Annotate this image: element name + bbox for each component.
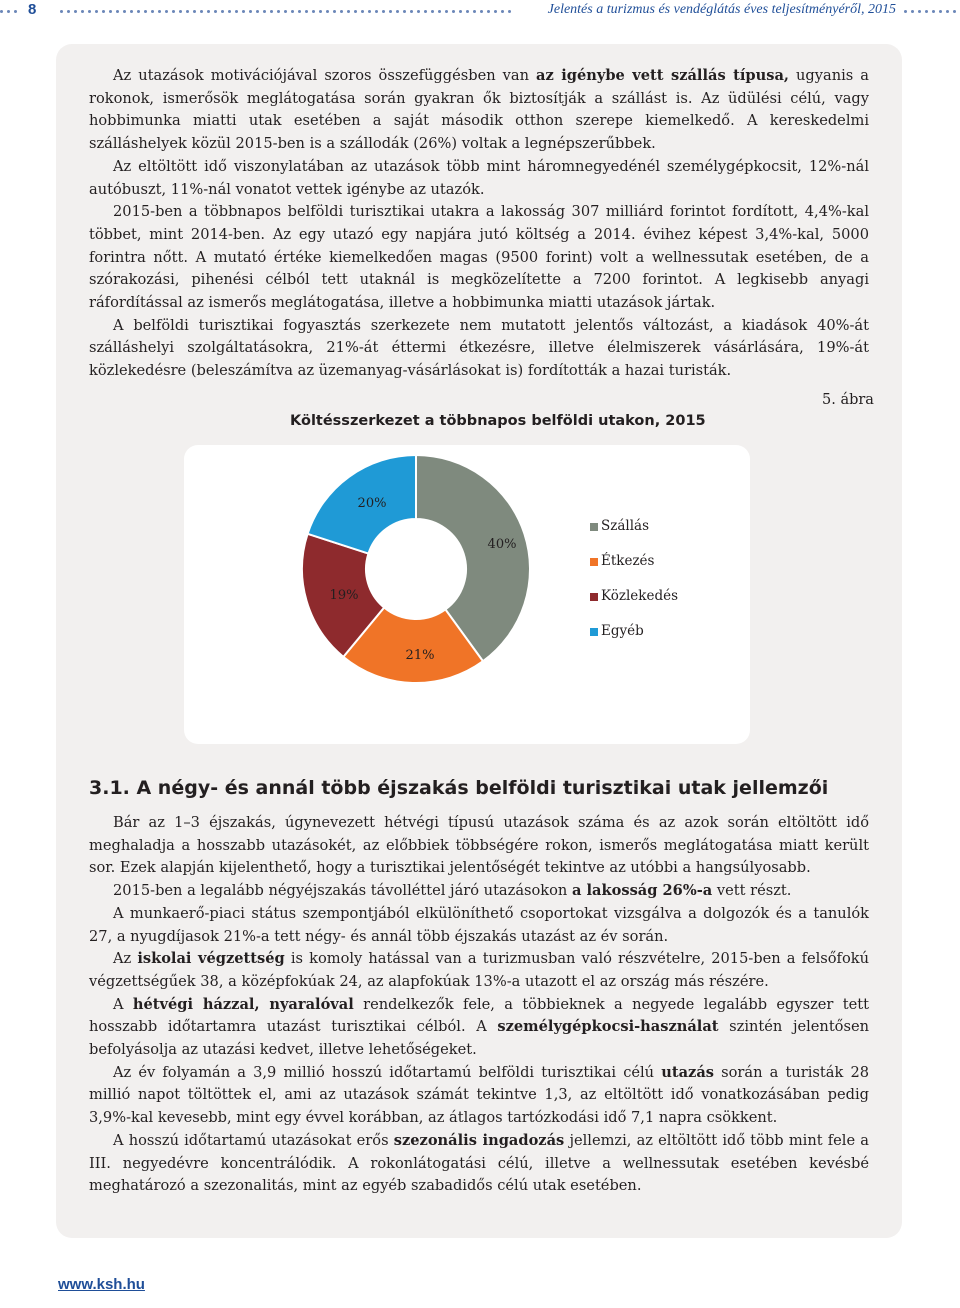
intro-paragraph-3: 2015-ben a többnapos belföldi turisztikai utakra a lakosság 307 milliárd forintot fordított, 4,4%-kal többet, mint 2014-ben. Az egy utazó egy napjára jutó költség a 2014. évihez képest 3,4%-kal, 5000 forintra nőtt. A mutató értéke kiemelkedően magas (9500 forint) volt a wellnessutak esetében, de a szórakozási, pihenési célból tett utaknál is megközelítette a 7200 forintot. A legkisebb anyagi ráfordítással az ismerős meglátogatása, illetve a hobbimunka miatti utazások jártak.: [89, 203, 869, 312]
header-dots-left: [0, 10, 22, 13]
slice-label-4: 20%: [357, 496, 387, 511]
section-paragraph-7: A hosszú időtartamú utazásokat erős szezonális ingadozás jellemzi, az eltöltött idő több mint fele a III. negyedévre koncentrálódik. A rokonlátogatási célú, illetve a wellnessutak esetében kevésbé meghatározó a szezonalitás, mint az egyéb szabadidős célú utak esetében.: [89, 1131, 869, 1195]
intro-paragraph-4: A belföldi turisztikai fogyasztás szerkezete nem mutatott jelentős változást, a kiadások 40%-át szálláshelyi szolgáltatásokra, 21%-át éttermi étkezésre, illetve élelmiszerek vásárlására, 19%-át közlekedésre (beleszámítva az üzemanyag-vásárlásokat is) fordították a hazai turisták.: [89, 316, 869, 380]
header-dots-middle: [60, 10, 515, 13]
section-paragraph-6: Az év folyamán a 3,9 millió hosszú időtartamú belföldi turisztikai célú utazás során a turisták 28 millió napot töltöttek el, ami az utazások számát tekintve 1,3, az eltöltött idő vonatkozásában pedig 3,9%-kal kevesebb, mint egy évvel korábban, az átlagos tartózkodási idő 7,1 napra csökkent.: [89, 1063, 870, 1127]
running-title: Jelentés a turizmus és vendéglátás éves teljesítményéről, 2015: [547, 2, 896, 17]
slice-label-1: 40%: [487, 537, 517, 552]
section-paragraph-4: Az iskolai végzettség is komoly hatással van a turizmusban való részvételre, 2015-ben a felsőfokú végzettségűek 38, a középfokúak 24, az alapfokúak 13%-a utazott el az ország más részére.: [89, 950, 869, 990]
page-header: [0, 0, 960, 24]
slice-label-2: 21%: [405, 648, 435, 663]
legend-swatch: [590, 523, 598, 531]
section-text: [89, 812, 869, 1198]
section-paragraph-5: A hétvégi házzal, nyaralóval rendelkezők fele, a többieknek a negyede legalább egyszer tett hosszabb időtartamra utazást turisztikai célból. A személygépkocsi-használat szintén jelentősen befolyásolja az utazási kedvet, illetve lehetőségeket.: [89, 995, 869, 1059]
slice-label-3: 19%: [329, 588, 359, 603]
figure-number: 5. ábra: [822, 392, 874, 408]
page-number: 8: [28, 1, 37, 18]
legend-swatch: [590, 558, 598, 566]
intro-paragraph-2: Az eltöltött idő viszonylatában az utazások több mint háromnegyedénél személygépkocsit, 12%-nál autóbuszt, 11%-nál vonatot vettek igénybe az utazók.: [89, 157, 869, 198]
legend-label: Közlekedés: [601, 588, 678, 604]
header-dots-right: [904, 10, 960, 13]
section-paragraph-2: 2015-ben a legalább négyéjszakás távolléttel járó utazásokon a lakosság 26%-a vett részt.: [113, 882, 792, 900]
legend-label: Egyéb: [601, 623, 644, 639]
section-paragraph-3: A munkaerő-piaci státus szempontjából elkülöníthető csoportokat vizsgálva a dolgozók és a tanulók 27, a nyugdíjasok 21%-a tett négy- és annál több éjszakás utazást az év során.: [89, 904, 869, 945]
chart-container: [184, 445, 750, 744]
legend-swatch: [590, 628, 598, 636]
section-paragraph-1: Bár az 1–3 éjszakás, úgynevezett hétvégi típusú utazások száma és az azok során eltöltött idő meghaladja a hosszabb utazásokét, az előbbiek többségére rokon, ismerős meglátogatása miatt került sor. Ezek alapján kijelenthető, hogy a turisztikai jelentőségét tekintve az utóbbi a hangsúlyosabb.: [89, 814, 869, 877]
legend-label: Szállás: [601, 518, 650, 534]
legend-label: Étkezés: [601, 553, 655, 569]
section-title: 3.1. A négy- és annál több éjszakás belföldi turisztikai utak jellemzői: [89, 777, 829, 799]
figure-title: Költésszerkezet a többnapos belföldi utakon, 2015: [290, 413, 706, 429]
intro-text: [89, 65, 869, 383]
legend-swatch: [590, 593, 598, 601]
intro-paragraph-1: Az utazások motivációjával szoros összefüggésben van az igénybe vett szállás típusa, ugyanis a rokonok, ismerősök meglátogatása során gyakran ők biztosítják a szállást is. Az üdülési célú, vagy hobbimunka miatti utak esetében a saját második otthon szerepe kiemelkedő. A kereskedelmi szálláshelyek közül 2015-ben is a szállodák (26%) voltak a legnépszerűbbek.: [89, 67, 869, 153]
footer-website-link[interactable]: www.ksh.hu: [58, 1276, 145, 1293]
